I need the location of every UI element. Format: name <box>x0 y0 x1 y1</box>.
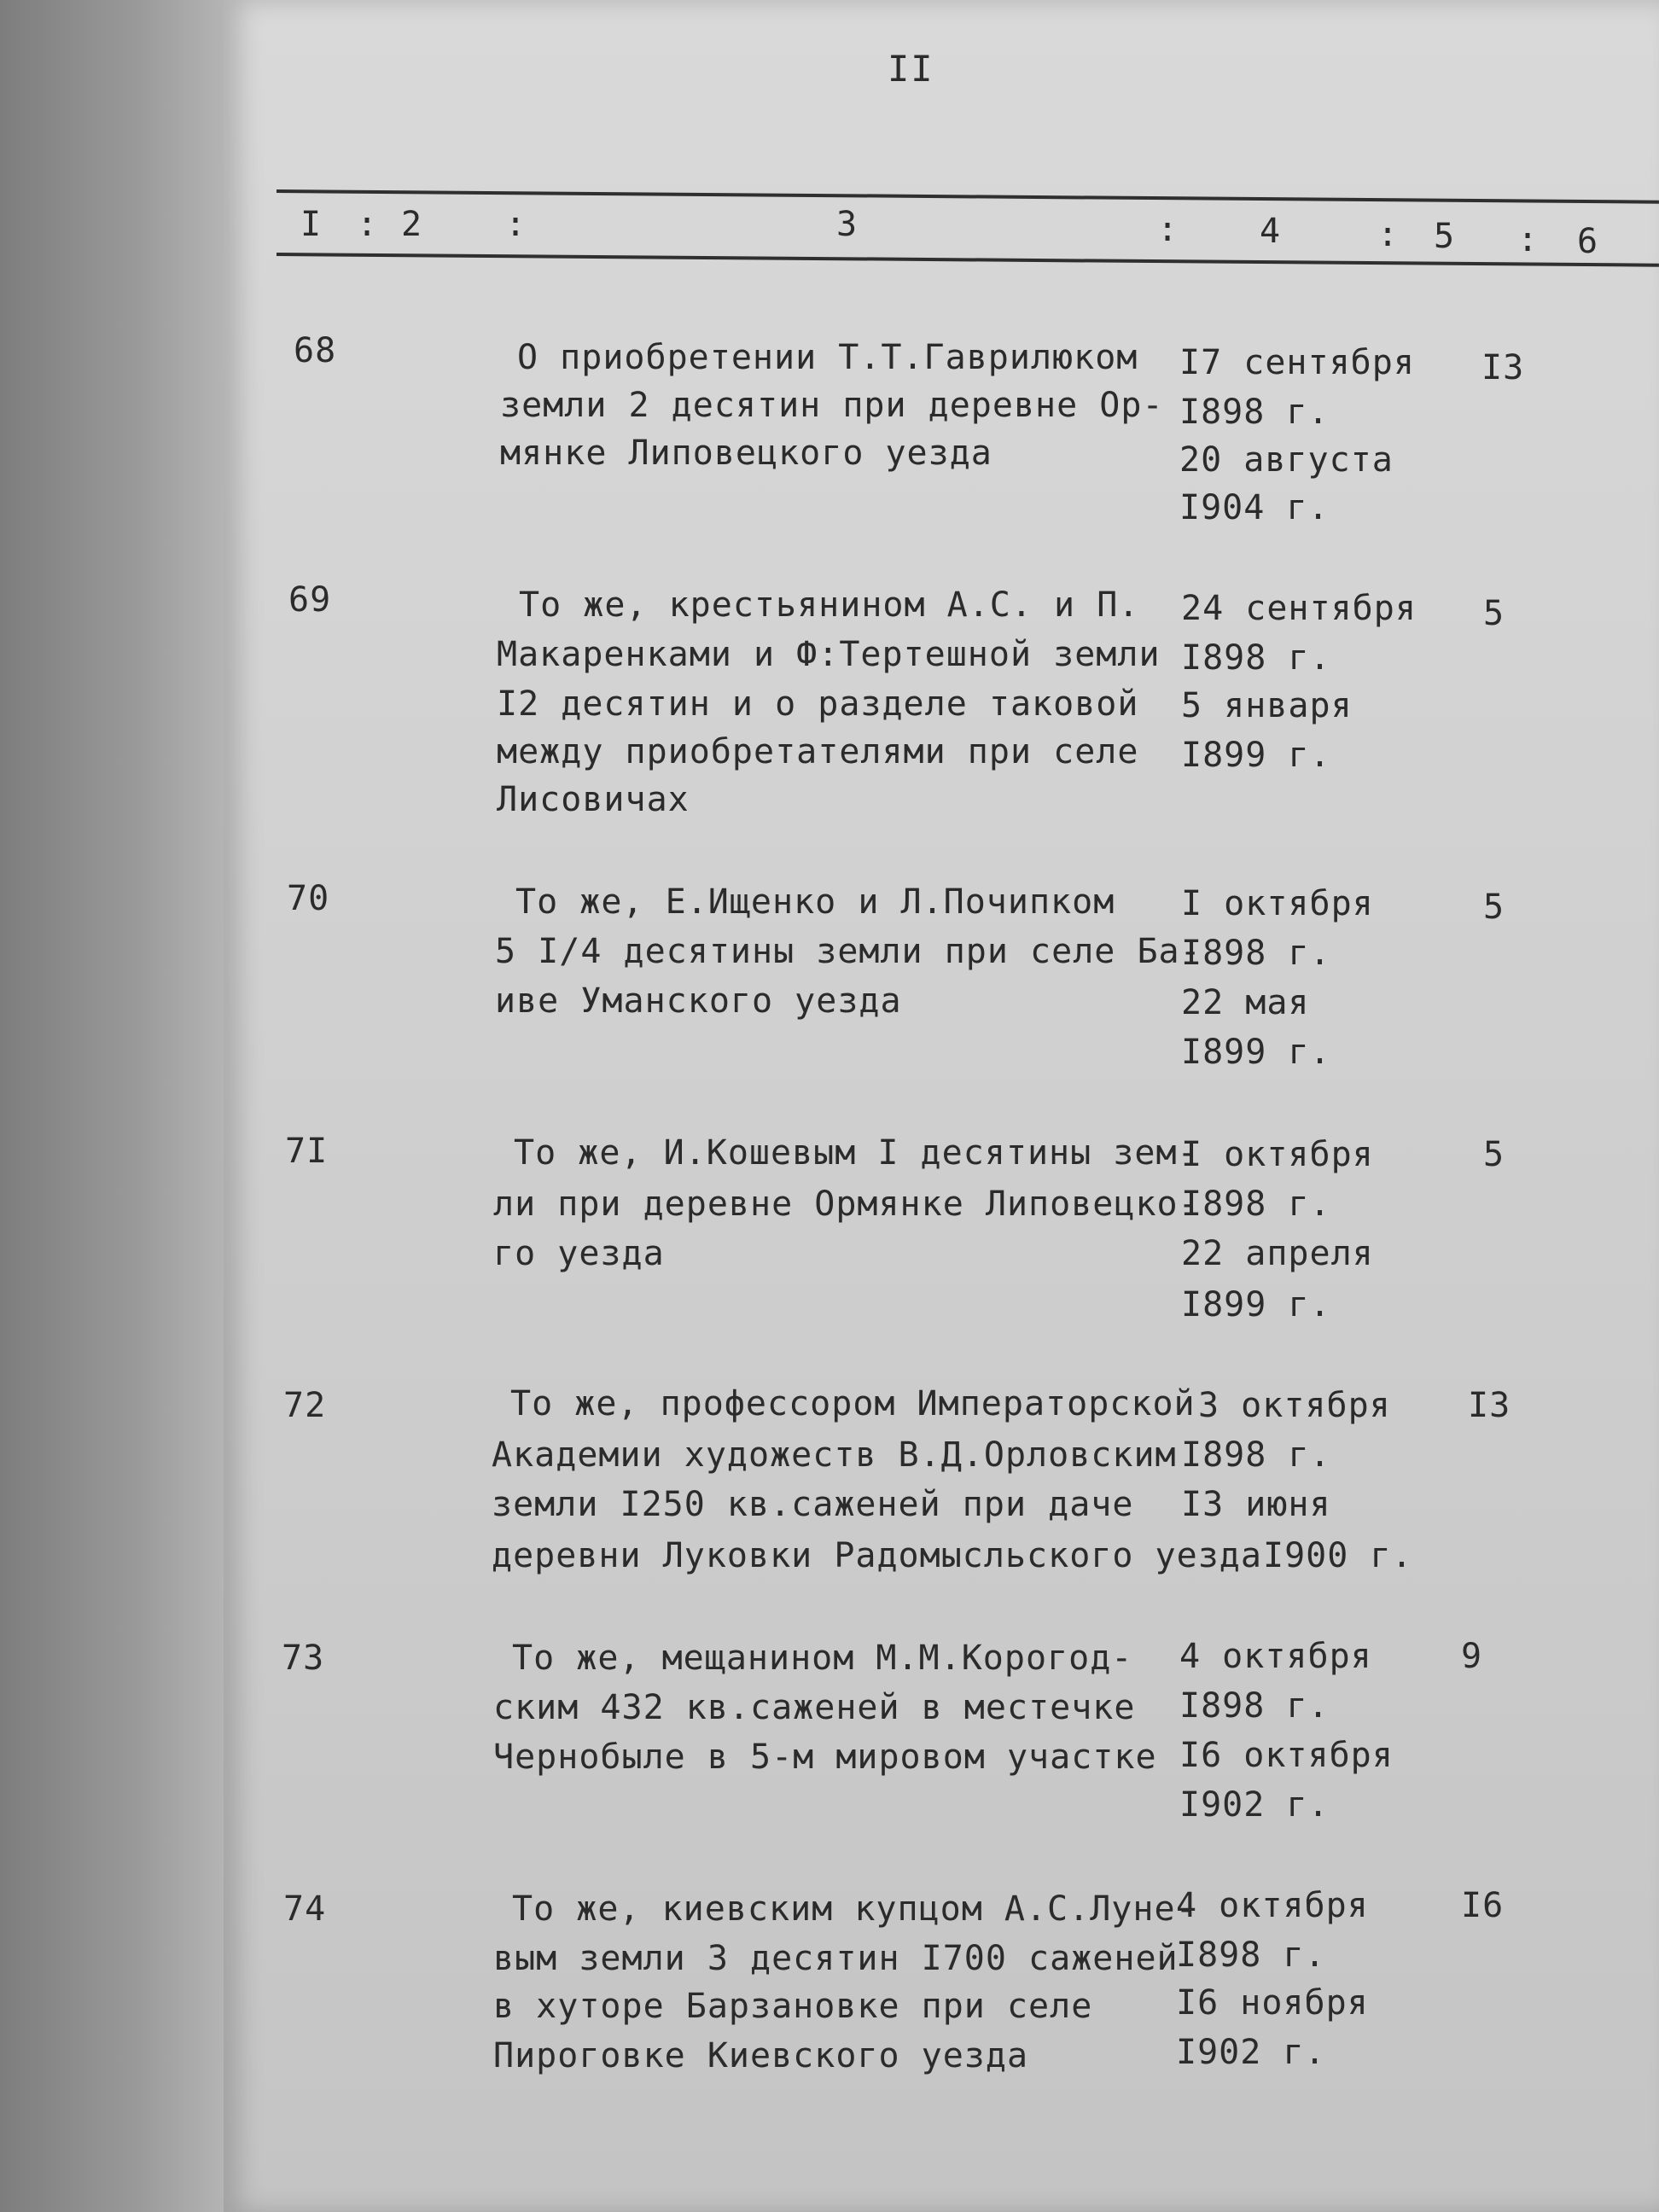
row-date-line: I898 г. <box>1179 1686 1330 1726</box>
row-description-line: земли I250 кв.саженей при даче <box>492 1485 1134 1524</box>
row-date-line: I902 г. <box>1179 1785 1330 1825</box>
row-count: I3 <box>1468 1386 1511 1425</box>
column-header-3: 3 <box>836 205 858 244</box>
row-count: I3 <box>1481 348 1525 387</box>
row-description-line: О приобретении Т.Т.Гаврилюком <box>517 338 1138 377</box>
column-header-4: 4 <box>1260 212 1281 251</box>
row-description-line: вым земли 3 десятин I700 саженей <box>493 1939 1179 1978</box>
row-count: 5 <box>1483 1135 1505 1174</box>
column-separator: : <box>1517 220 1539 259</box>
row-description-line: земли 2 десятин при деревне Ор- <box>500 386 1164 425</box>
row-date-line: I898 г. <box>1176 1936 1326 1975</box>
row-date-line: I902 г. <box>1176 2033 1326 2072</box>
row-date-line: I6 ноября <box>1176 1983 1369 2023</box>
row-description-line: То же, мещанином М.М.Корогод- <box>512 1639 1133 1678</box>
row-description-line: То же, Е.Ищенко и Л.Почипком <box>515 882 1115 922</box>
row-description-line: То же, И.Кошевым I десятины зем- <box>514 1133 1199 1173</box>
row-description-line: между приобретателями при селе <box>497 732 1139 771</box>
row-date-line: 20 августа <box>1179 440 1394 480</box>
row-description-line: Чернобыле в 5-м мировом участке <box>493 1738 1157 1777</box>
row-date-line: I898 г. <box>1181 1185 1331 1224</box>
row-description-line: То же, профессором Императорской <box>510 1384 1196 1423</box>
row-date-line: I октября <box>1181 884 1374 923</box>
document-page <box>224 0 1659 2212</box>
column-header-5: 5 <box>1434 217 1455 256</box>
page-number: II <box>888 48 934 90</box>
column-separator: : <box>1157 210 1179 249</box>
column-separator: : <box>505 205 527 244</box>
row-description-line: деревни Луковки Радомысльского уезда <box>492 1536 1262 1575</box>
column-separator: : <box>357 205 378 244</box>
row-number: 74 <box>283 1889 327 1929</box>
left-margin-shadow <box>0 0 230 2212</box>
row-description-line: иве Уманского уезда <box>495 981 902 1021</box>
row-date-line: 22 апреля <box>1181 1234 1374 1273</box>
row-description-line: Лисовичах <box>497 780 690 819</box>
row-date-line: I904 г. <box>1179 488 1330 527</box>
row-number: 68 <box>294 331 337 370</box>
row-date-line: 4 октября <box>1179 1637 1372 1676</box>
row-description-line: ским 432 кв.саженей в местечке <box>493 1688 1136 1727</box>
row-date-line: 4 октября <box>1176 1886 1369 1925</box>
row-date-line: 24 сентября <box>1181 589 1417 628</box>
row-description-line: То же, киевским купцом А.С.Луне- <box>512 1889 1197 1929</box>
row-date-line: I898 г. <box>1181 934 1331 973</box>
row-description-line: 5 I/4 десятины земли при селе Ба- <box>495 932 1202 971</box>
row-description-line: Академии художеств В.Д.Орловским <box>492 1435 1177 1475</box>
row-date-line: 5 января <box>1181 686 1353 725</box>
column-separator: : <box>1377 215 1399 254</box>
row-count: I6 <box>1461 1886 1505 1925</box>
row-date-line: I7 сентября <box>1179 343 1415 382</box>
row-count: 5 <box>1483 594 1505 633</box>
row-description-line: Пироговке Киевского уезда <box>493 2036 1029 2075</box>
row-date-line: I899 г. <box>1181 1033 1331 1072</box>
row-date-line: I3 июня <box>1181 1485 1331 1524</box>
row-number: 69 <box>288 580 332 620</box>
row-number: 72 <box>283 1386 327 1425</box>
column-header-6: 6 <box>1577 222 1598 261</box>
row-date-line: I898 г. <box>1181 1435 1331 1475</box>
row-date-line: I898 г. <box>1179 393 1330 432</box>
row-date-line: I900 г. <box>1263 1536 1413 1575</box>
row-date-line: I октября <box>1181 1135 1374 1174</box>
row-date-line: I898 г. <box>1181 638 1331 678</box>
column-header-2: 2 <box>401 205 422 244</box>
column-header-1: I <box>300 205 322 244</box>
row-number: 7I <box>285 1132 329 1171</box>
row-date-line: I6 октября <box>1179 1736 1394 1775</box>
row-description-line: То же, крестьянином А.С. и П. <box>519 585 1140 625</box>
row-date-line: 3 октября <box>1198 1386 1391 1425</box>
row-date-line: 22 мая <box>1181 983 1310 1022</box>
row-description-line: мянке Липовецкого уезда <box>500 434 992 473</box>
row-description-line: Макаренками и Ф:Тертешной земли <box>497 635 1161 674</box>
row-number: 70 <box>287 879 330 918</box>
row-count: 5 <box>1483 888 1505 927</box>
row-description-line: I2 десятин и о разделе таковой <box>497 684 1139 724</box>
row-description-line: в хуторе Барзановке при селе <box>493 1987 1093 2026</box>
row-description-line: ли при деревне Ормянке Липовецко- <box>493 1185 1200 1224</box>
row-description-line: го уезда <box>493 1234 665 1273</box>
row-date-line: I899 г. <box>1181 1285 1331 1324</box>
row-number: 73 <box>282 1639 325 1678</box>
row-date-line: I899 г. <box>1181 736 1331 775</box>
row-count: 9 <box>1461 1637 1483 1676</box>
